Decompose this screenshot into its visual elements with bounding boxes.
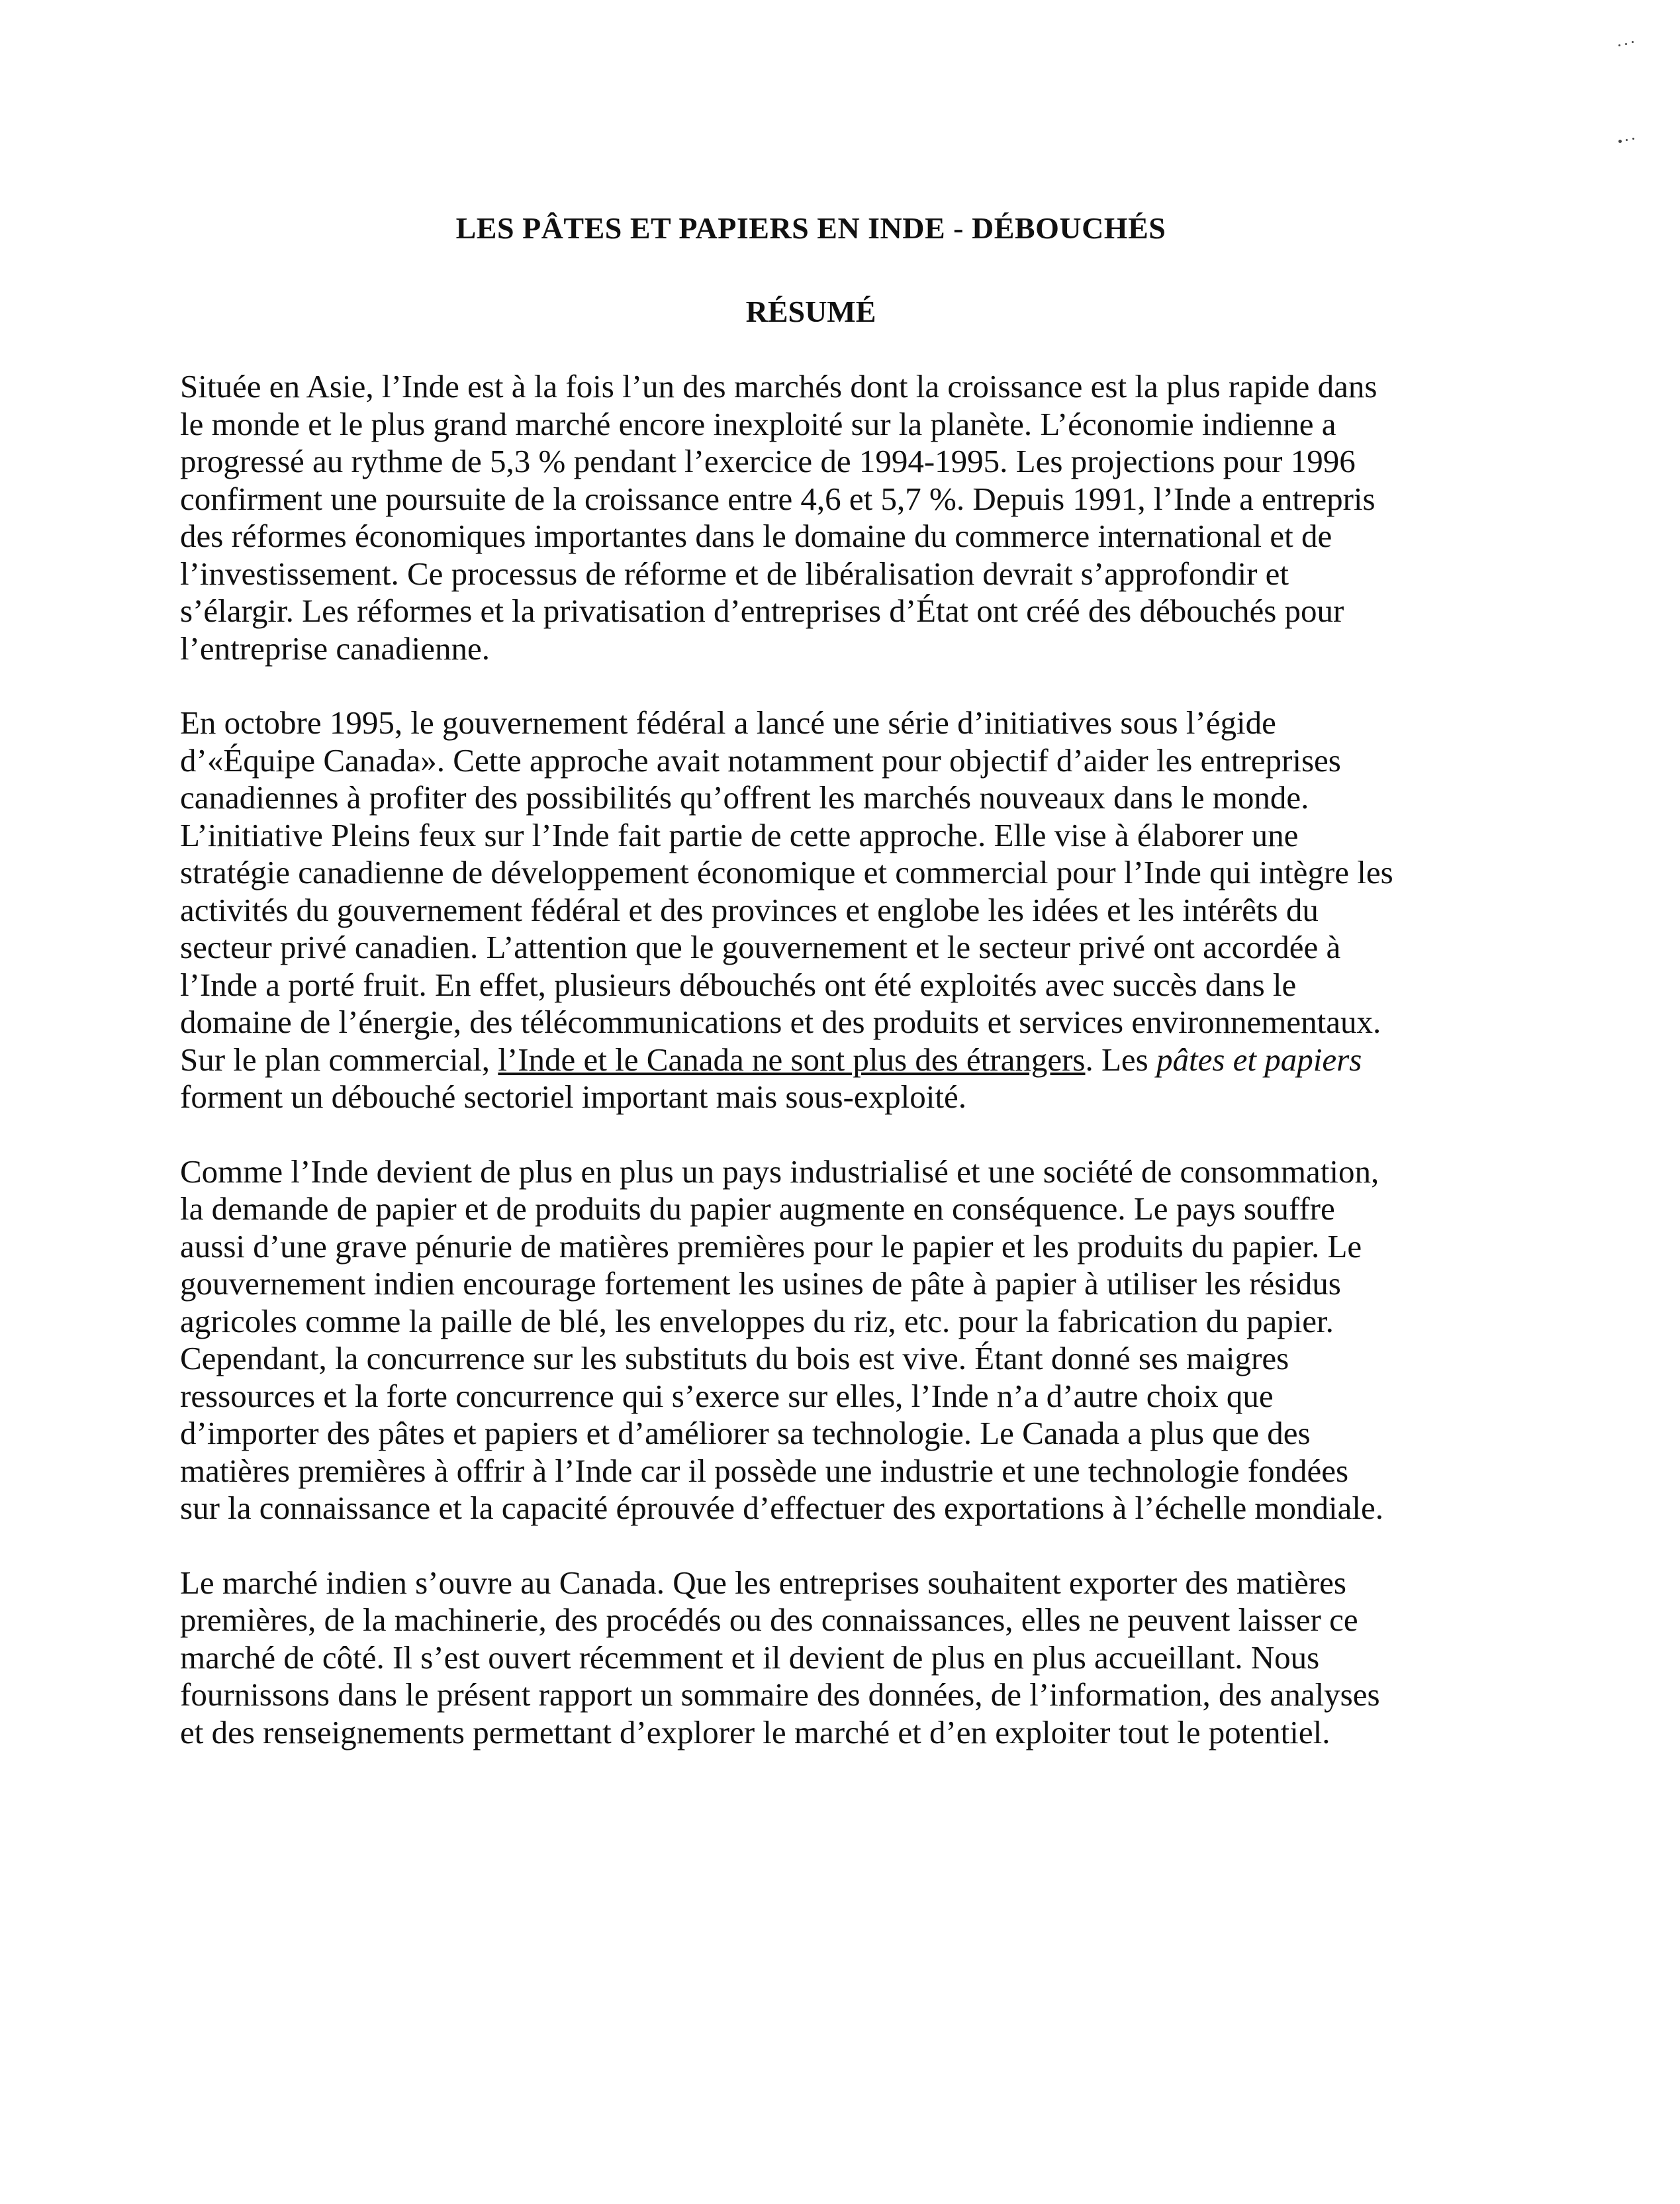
text-run: Sur le plan commercial, (180, 1041, 498, 1078)
text-line: l’Inde a porté fruit. En effet, plusieurs débouchés ont été exploités avec succès dans le (180, 966, 1297, 1003)
underlined-phrase: l’Inde et le Canada ne sont plus des étrangers (498, 1041, 1086, 1078)
text-line: premières, de la machinerie, des procédés ou des connaissances, elles ne peuvent laisser ce (180, 1602, 1358, 1638)
text-line: Le marché indien s’ouvre au Canada. Que les entreprises souhaitent exporter des matières (180, 1564, 1346, 1601)
text-line: confirment une poursuite de la croissance entre 4,6 et 5,7 %. Depuis 1991, l’Inde a entrepris (180, 480, 1376, 517)
text-line: d’importer des pâtes et papiers et d’améliorer sa technologie. Le Canada a plus que des (180, 1415, 1311, 1451)
text-line: s’élargir. Les réformes et la privatisation d’entreprises d’État ont créé des débouchés pour (180, 593, 1344, 629)
text-line: domaine de l’énergie, des télécommunications et des produits et services environnementaux. (180, 1004, 1381, 1040)
text-line: d’«Équipe Canada». Cette approche avait notamment pour objectif d’aider les entreprises (180, 742, 1341, 779)
paragraph-2 (180, 704, 1504, 1116)
text-line: l’entreprise canadienne. (180, 630, 490, 667)
text-line: sur la connaissance et la capacité éprouvée d’effectuer des exportations à l’échelle mondiale. (180, 1490, 1384, 1526)
text-line: gouvernement indien encourage fortement les usines de pâte à papier à utiliser les résidus (180, 1265, 1341, 1302)
text-line: secteur privé canadien. L’attention que le gouvernement et le secteur privé ont accordée à (180, 929, 1341, 965)
scan-speck-upper (1618, 136, 1638, 144)
paragraph-1 (180, 368, 1504, 667)
italic-phrase: pâtes et papiers (1156, 1041, 1362, 1078)
text-line-mixed (180, 1041, 1504, 1079)
text-line: forment un débouché sectoriel important mais sous-exploité. (180, 1078, 966, 1115)
text-line: la demande de papier et de produits du papier augmente en conséquence. Le pays souffre (180, 1190, 1335, 1227)
text-line: matières premières à offrir à l’Inde car il possède une industrie et une technologie fondées (180, 1452, 1349, 1489)
text-line: le monde et le plus grand marché encore inexploité sur la planète. L’économie indienne a (180, 405, 1336, 442)
text-line: des réformes économiques importantes dans le domaine du commerce international et de (180, 518, 1332, 554)
text-line: Comme l’Inde devient de plus en plus un pays industrialisé et une société de consommation, (180, 1153, 1379, 1190)
text-line: l’investissement. Ce processus de réforme et de libéralisation devrait s’approfondir et (180, 555, 1289, 592)
text-line: L’initiative Pleins feux sur l’Inde fait partie de cette approche. Elle vise à élaborer une (180, 816, 1299, 853)
text-run: . Les (1085, 1041, 1156, 1078)
text-line: aussi d’une grave pénurie de matières premières pour le papier et les produits du papier. Le (180, 1227, 1362, 1265)
text-line: activités du gouvernement fédéral et des provinces et englobe les idées et les intérêts du (180, 891, 1319, 928)
document-body (180, 368, 1504, 1788)
text-line: canadiennes à profiter des possibilités qu’offrent les marchés nouveaux dans le monde. (180, 779, 1309, 816)
text-line: Située en Asie, l’Inde est à la fois l’un des marchés dont la croissance est la plus rapide dans (180, 368, 1377, 405)
text-line: et des renseignements permettant d’explorer le marché et d’en exploiter tout le potentiel. (180, 1713, 1330, 1750)
text-line: En octobre 1995, le gouvernement fédéral a lancé une série d’initiatives sous l’égide (180, 704, 1276, 741)
text-line: agricoles comme la paille de blé, les enveloppes du riz, etc. pour la fabrication du papier. (180, 1302, 1334, 1339)
document-title: LES PÂTES ET PAPIERS EN INDE - DÉBOUCHÉS (455, 211, 1166, 245)
paragraph-3 (180, 1153, 1504, 1527)
scan-speck-top (1618, 40, 1638, 48)
text-line: marché de côté. Il s’est ouvert récemment et il devient de plus en plus accueillant. Nous (180, 1639, 1320, 1676)
text-line: fournissons dans le présent rapport un sommaire des données, de l’information, des analyses (180, 1676, 1380, 1713)
text-line: ressources et la forte concurrence qui s’exerce sur elles, l’Inde n’a d’autre choix que (180, 1377, 1274, 1414)
text-line: stratégie canadienne de développement économique et commercial pour l’Inde qui intègre les (180, 854, 1393, 890)
paragraph-4 (180, 1564, 1504, 1752)
text-line: progressé au rythme de 5,3 % pendant l’exercice de 1994-1995. Les projections pour 1996 (180, 443, 1356, 479)
text-line: Cependant, la concurrence sur les substituts du bois est vive. Étant donné ses maigres (180, 1340, 1289, 1376)
document-subtitle: RÉSUMÉ (745, 295, 876, 328)
